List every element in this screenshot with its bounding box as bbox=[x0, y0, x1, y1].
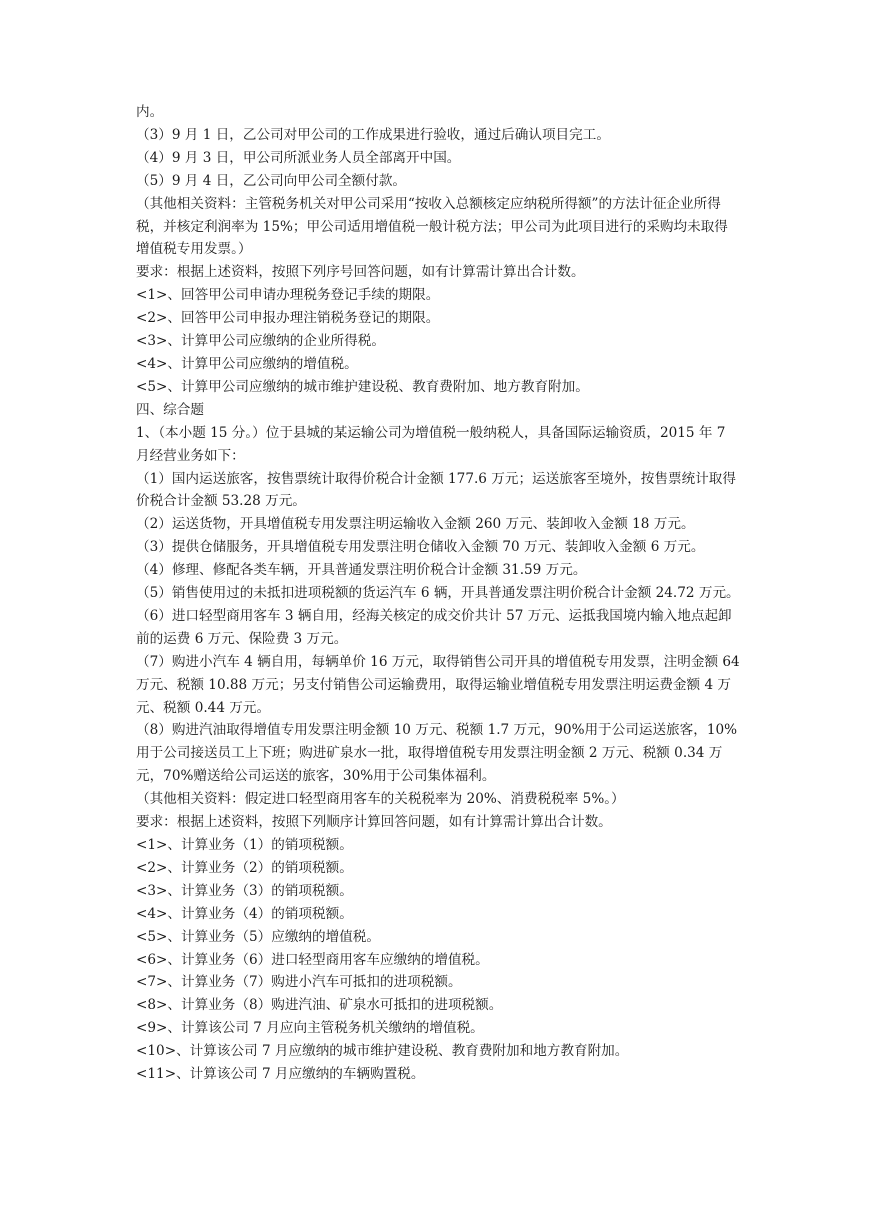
paragraph: （其他相关资料：主管税务机关对甲公司采用“按收入总额核定应纳税所得额”的方法计征企业所得税，并核定利润率为 15%；甲公司适用增值税一般计税方法；甲公司为此项目进行的采购均未取得增值税专用发票。） bbox=[136, 195, 728, 258]
paragraph: （1）国内运送旅客，按售票统计取得价税合计金额 177.6 万元；运送旅客至境外，按售票统计取得价税合计金额 53.28 万元。 bbox=[136, 470, 736, 510]
question-item: <10>、计算该公司 7 月应缴纳的城市维护建设税、教育费附加和地方教育附加。 bbox=[136, 1043, 629, 1060]
paragraph: （5）销售使用过的未抵扣进项税额的货运汽车 6 辆，开具普通发票注明价税合计金额 24.72 万元。 bbox=[136, 585, 740, 602]
paragraph: 1、（本小题 15 分。）位于县城的某运输公司为增值税一般纳税人，具备国际运输资质，2015 年 7 月经营业务如下： bbox=[136, 424, 726, 464]
question-item: <5>、计算甲公司应缴纳的城市维护建设税、教育费附加、地方教育附加。 bbox=[136, 378, 589, 395]
question-item: <4>、计算甲公司应缴纳的增值税。 bbox=[136, 355, 358, 372]
question-item: <2>、计算业务（2）的销项税额。 bbox=[136, 859, 353, 876]
paragraph: （8）购进汽油取得增值专用发票注明金额 10 万元、税额 1.7 万元，90%用于公司运送旅客，10%用于公司接送员工上下班；购进矿泉水一批，取得增值税专用发票注明金额 2 万元、税额 0.34 万元，70%赠送给公司运送的旅客，30%用于公司集体福利。 bbox=[136, 722, 738, 785]
question-item: <2>、回答甲公司申报办理注销税务登记的期限。 bbox=[136, 310, 440, 327]
paragraph: （7）购进小汽车 4 辆自用，每辆单价 16 万元，取得销售公司开具的增值税专用发票，注明金额 64 万元、税额 10.88 万元；另支付销售公司运输费用，取得运输业增值税专用发票注明运费金额 4 万元、税额 0.44 万元。 bbox=[136, 653, 740, 716]
paragraph: （3）9 月 1 日，乙公司对甲公司的工作成果进行验收，通过后确认项目完工。 bbox=[136, 126, 610, 143]
question-item: <5>、计算业务（5）应缴纳的增值税。 bbox=[136, 928, 380, 945]
question-item: <3>、计算甲公司应缴纳的企业所得税。 bbox=[136, 333, 385, 350]
paragraph: （5）9 月 4 日，乙公司向甲公司全额付款。 bbox=[136, 172, 407, 189]
question-item: <8>、计算业务（8）购进汽油、矿泉水可抵扣的进项税额。 bbox=[136, 997, 503, 1014]
paragraph: （2）运送货物，开具增值税专用发票注明运输收入金额 260 万元、装卸收入金额 18 万元。 bbox=[136, 516, 695, 533]
question-item: <6>、计算业务（6）进口轻型商用客车应缴纳的增值税。 bbox=[136, 951, 489, 968]
paragraph: （4）修理、修配各类车辆，开具普通发票注明价税合计金额 31.59 万元。 bbox=[136, 562, 587, 579]
paragraph: （其他相关资料：假定进口轻型商用客车的关税税率为 20%、消费税税率 5%。） bbox=[136, 791, 625, 808]
question-item: <9>、计算该公司 7 月应向主管税务机关缴纳的增值税。 bbox=[136, 1020, 484, 1037]
question-item: <4>、计算业务（4）的销项税额。 bbox=[136, 905, 353, 922]
paragraph: （3）提供仓储服务，开具增值税专用发票注明仓储收入金额 70 万元、装卸收入金额 6 万元。 bbox=[136, 539, 705, 556]
paragraph: 内。 bbox=[136, 104, 164, 120]
paragraph: 要求：根据上述资料，按照下列顺序计算回答问题，如有计算需计算出合计数。 bbox=[136, 814, 612, 831]
document-body bbox=[136, 101, 741, 1086]
question-item: <1>、计算业务（1）的销项税额。 bbox=[136, 837, 353, 853]
question-item: <11>、计算该公司 7 月应缴纳的车辆购置税。 bbox=[136, 1066, 425, 1083]
paragraph: （6）进口轻型商用客车 3 辆自用，经海关核定的成交价共计 57 万元、运抵我国境内输入地点起卸前的运费 6 万元、保险费 3 万元。 bbox=[136, 607, 732, 647]
question-item: <1>、回答甲公司申请办理税务登记手续的期限。 bbox=[136, 287, 440, 304]
question-item: <7>、计算业务（7）购进小汽车可抵扣的进项税额。 bbox=[136, 974, 462, 991]
paragraph: 要求：根据上述资料，按照下列序号回答问题，如有计算需计算出合计数。 bbox=[136, 264, 585, 281]
paragraph: （4）9 月 3 日，甲公司所派业务人员全部离开中国。 bbox=[136, 149, 461, 166]
question-item: <3>、计算业务（3）的销项税额。 bbox=[136, 882, 353, 899]
section-heading: 四、综合题 bbox=[136, 401, 204, 418]
